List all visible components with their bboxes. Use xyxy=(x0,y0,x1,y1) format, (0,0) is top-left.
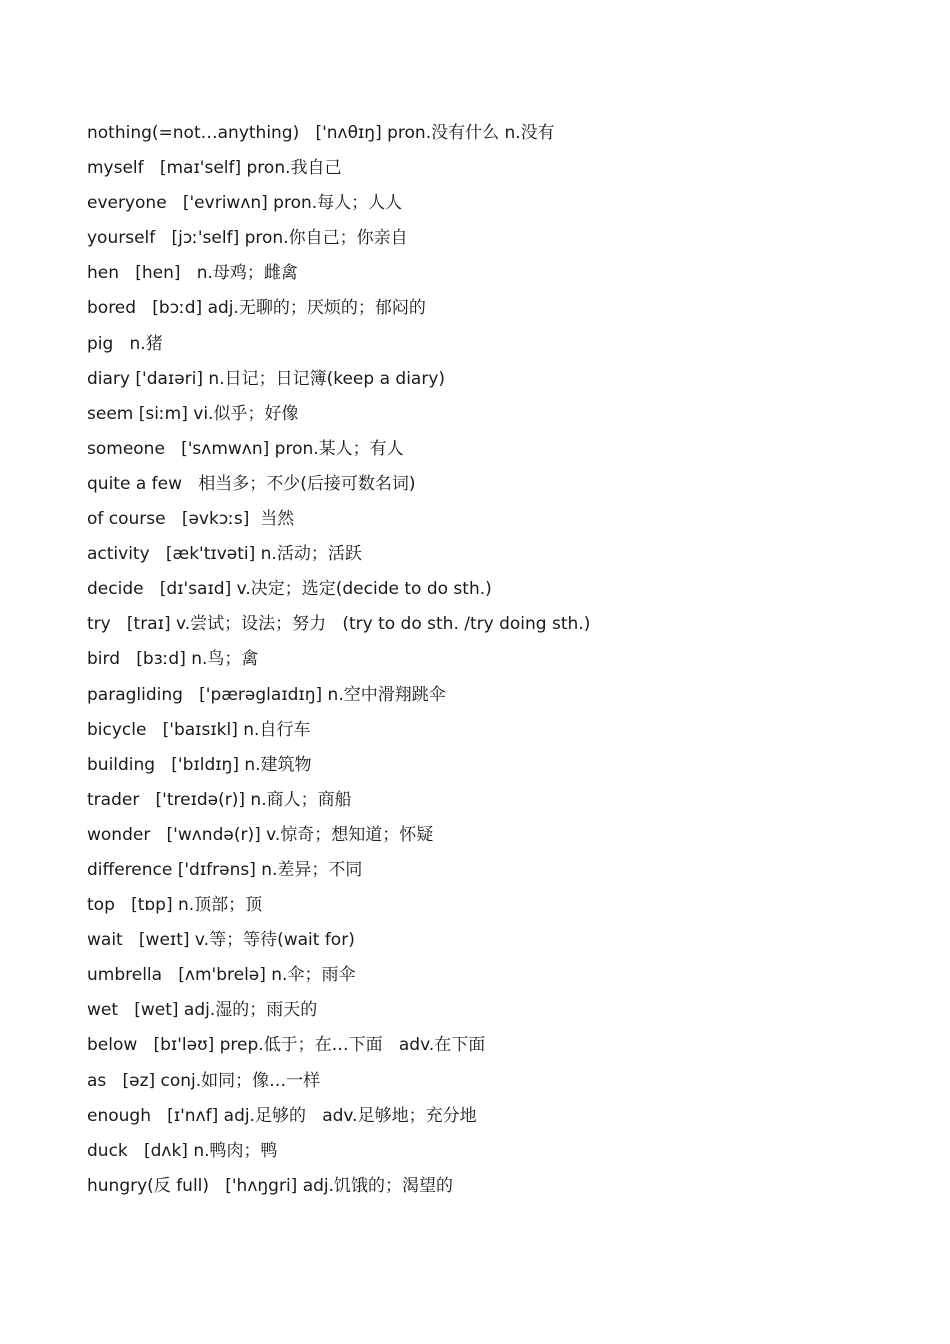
vocab-entry: below [bɪ'ləʊ] prep.低于；在…下面 adv.在下面 xyxy=(87,1035,486,1056)
vocab-entry: someone ['sʌmwʌn] pron.某人；有人 xyxy=(87,438,404,459)
vocab-entry: duck [dʌk] n.鸭肉；鸭 xyxy=(87,1140,278,1161)
vocab-entry: wonder ['wʌndə(r)] v.惊奇；想知道；怀疑 xyxy=(87,824,434,845)
vocab-entry: hen [hen] n.母鸡；雌禽 xyxy=(87,263,298,284)
vocab-entry: nothing(=not…anything) ['nʌθɪŋ] pron.没有什么 n.没有 xyxy=(87,123,555,143)
vocab-entry: wait [weɪt] v.等；等待(wait for) xyxy=(87,930,355,951)
vocab-entry: myself [maɪ'self] pron.我自己 xyxy=(87,158,342,179)
vocab-entry: try [traɪ] v.尝试；设法；努力 (try to do sth. /try doing sth.) xyxy=(87,614,591,635)
vocab-entry: yourself [jɔː'self] pron.你自己；你亲自 xyxy=(87,228,408,249)
vocab-entry: paragliding ['pærəglaɪdɪŋ] n.空中滑翔跳伞 xyxy=(87,684,446,705)
vocab-entry: activity [æk'tɪvəti] n.活动；活跃 xyxy=(87,544,362,565)
vocab-entry: difference ['dɪfrəns] n.差异；不同 xyxy=(87,859,363,880)
vocab-entry: bicycle ['baɪsɪkl] n.自行车 xyxy=(87,719,311,740)
vocab-entry: hungry(反 full) ['hʌŋgri] adj.饥饿的；渴望的 xyxy=(87,1175,454,1196)
vocab-entry: seem [siːm] vi.似乎；好像 xyxy=(87,403,299,424)
vocab-entry: top [tɒp] n.顶部；顶 xyxy=(87,895,263,916)
vocab-entry: decide [dɪ'saɪd] v.决定；选定(decide to do sth.) xyxy=(87,579,492,600)
vocab-entry: everyone ['evriwʌn] pron.每人；人人 xyxy=(87,193,403,214)
vocab-entry: as [əz] conj.如同；像…一样 xyxy=(87,1070,321,1091)
vocab-entry: pig n.猪 xyxy=(87,333,163,354)
vocab-entry: enough [ɪ'nʌf] adj.足够的 adv.足够地；充分地 xyxy=(87,1105,477,1126)
vocab-entry: wet [wet] adj.湿的；雨天的 xyxy=(87,1000,318,1021)
vocab-entry: diary ['daɪəri] n.日记；日记簿(keep a diary) xyxy=(87,368,446,389)
vocab-entry: building ['bɪldɪŋ] n.建筑物 xyxy=(87,754,312,775)
vocab-entry: bird [bɜːd] n.鸟；禽 xyxy=(87,649,259,670)
vocabulary-list xyxy=(87,118,887,1206)
vocab-entry: umbrella [ʌm'brelə] n.伞；雨伞 xyxy=(87,965,356,986)
vocab-entry: of course [əvkɔːs] 当然 xyxy=(87,509,295,530)
vocab-entry: bored [bɔːd] adj.无聊的；厌烦的；郁闷的 xyxy=(87,298,426,319)
vocab-entry: trader ['treɪdə(r)] n.商人；商船 xyxy=(87,789,352,810)
vocab-entry: quite a few 相当多；不少(后接可数名词) xyxy=(87,473,416,494)
